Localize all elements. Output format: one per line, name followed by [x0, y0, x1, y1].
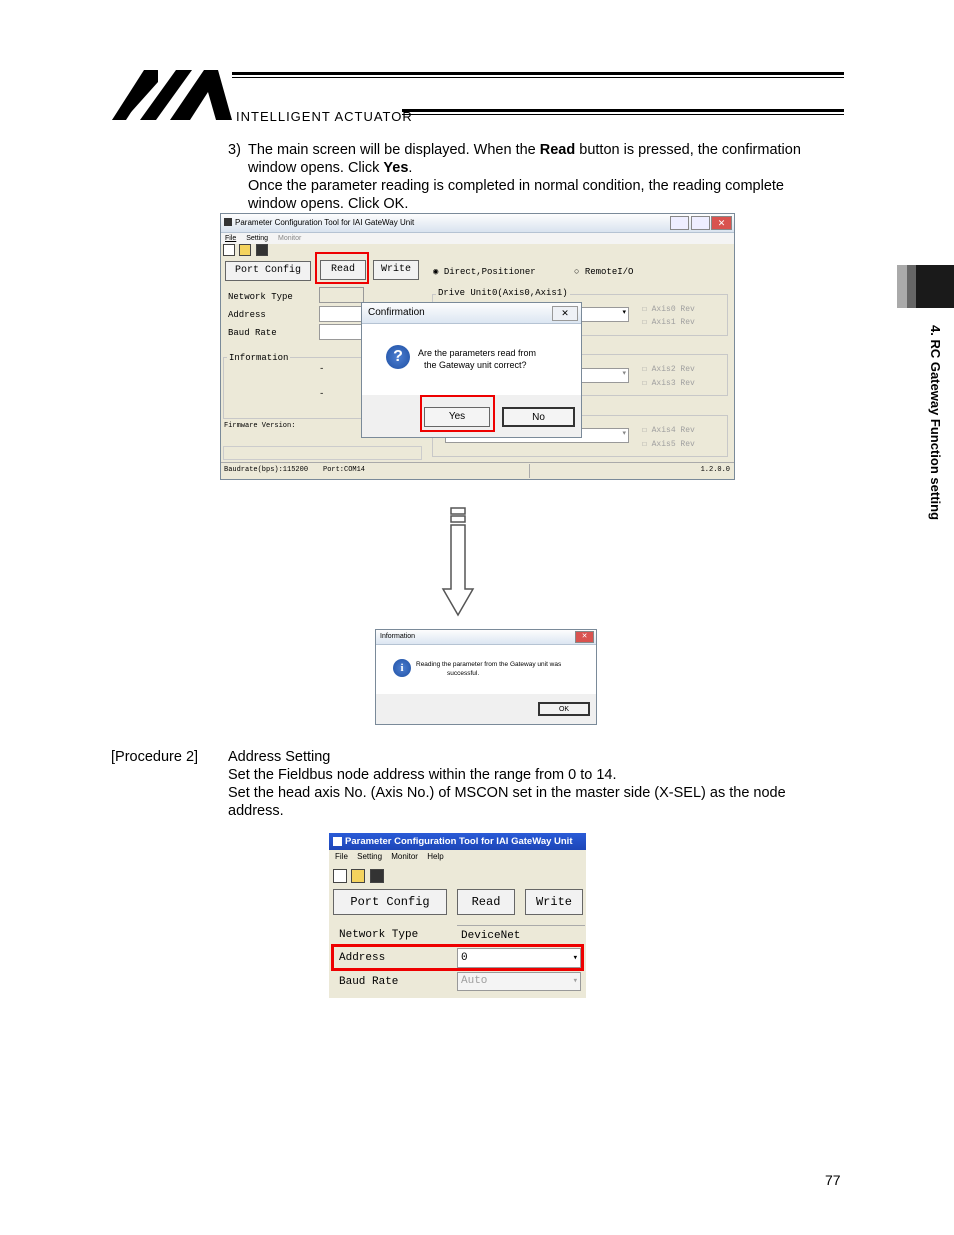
axis4-rev-check[interactable]: ☐ Axis4 Rev	[642, 426, 695, 435]
checkbox-icon: ☐	[642, 365, 652, 374]
checkbox-icon: ☐	[642, 426, 652, 435]
close-icon[interactable]: ✕	[575, 631, 594, 643]
status-port: Port:COM14	[323, 466, 366, 474]
baud-rate-field[interactable]	[319, 324, 364, 340]
information-title-bar	[376, 630, 596, 645]
status-baudrate: Baudrate(bps):115200	[224, 466, 309, 474]
info-value-2: -	[319, 389, 325, 399]
ok-button[interactable]: OK	[538, 702, 590, 716]
address-value: 0	[461, 952, 468, 964]
radio-direct[interactable]: ◉ Direct,Positioner	[433, 267, 536, 277]
drive-unit0-select[interactable]	[581, 307, 629, 322]
axis2-rev-check[interactable]: ☐ Axis2 Rev	[642, 365, 695, 374]
menu-monitor[interactable]: Monitor	[391, 852, 418, 861]
address-label: Address	[228, 310, 266, 320]
firmware-label: Firmware Version:	[224, 422, 296, 430]
procedure2-text: Address Setting Set the Fieldbus node address within the range from 0 to 14. Set the head axis No. (Axis No.) of MSCON set in the master side (X-SEL) as the node address.	[228, 749, 786, 819]
close-button[interactable]: ✕	[711, 216, 732, 230]
port-config-button[interactable]: Port Config	[333, 889, 447, 915]
read-highlight	[315, 252, 369, 284]
question-icon: ?	[386, 345, 410, 369]
header-rule-lower-thin	[402, 114, 844, 115]
open-folder-icon[interactable]	[239, 244, 251, 256]
drive-unit0-label: Drive Unit0(Axis0,Axis1)	[438, 288, 568, 298]
address-label: Address	[339, 952, 386, 964]
chevron-down-icon: ▾	[572, 953, 578, 963]
address-field[interactable]	[319, 306, 364, 322]
chevron-down-icon: ▾	[622, 430, 626, 437]
app-icon	[224, 218, 232, 226]
information-dialog	[375, 629, 597, 725]
radio-unchecked-icon: ○	[574, 267, 585, 277]
axis5-rev-check[interactable]: ☐ Axis5 Rev	[642, 440, 695, 449]
checkbox-icon: ☐	[642, 440, 652, 449]
window-title: Parameter Configuration Tool for IAI GateWay Unit	[235, 218, 415, 227]
new-file-icon[interactable]	[333, 869, 347, 883]
address-screenshot	[329, 833, 586, 998]
step-number: 3)	[228, 142, 241, 158]
chapter-label: 4. RC Gateway Function setting	[928, 325, 943, 521]
baud-rate-select[interactable]	[457, 972, 581, 991]
menu-help[interactable]: Help	[427, 852, 444, 861]
toolbar	[333, 869, 384, 888]
baud-rate-value: Auto	[461, 975, 488, 987]
info-icon: i	[393, 659, 411, 677]
menu-setting[interactable]: Setting	[246, 235, 269, 242]
status-bar	[221, 462, 734, 480]
window-title: Parameter Configuration Tool for IAI GateWay Unit	[345, 836, 573, 847]
network-type-field	[319, 287, 364, 303]
confirmation-dialog	[361, 302, 582, 438]
header-rule-thin	[232, 77, 844, 78]
save-icon[interactable]	[256, 244, 268, 256]
read-button[interactable]: Read	[320, 260, 366, 280]
main-window	[220, 213, 735, 480]
baud-rate-label: Baud Rate	[339, 976, 399, 988]
title-bar	[329, 833, 586, 850]
title-bar	[221, 214, 734, 233]
menu-bar	[221, 233, 734, 244]
iai-logo	[112, 68, 234, 127]
checkbox-icon: ☐	[642, 305, 652, 314]
information-label: Information	[229, 353, 289, 363]
read-button[interactable]: Read	[457, 889, 515, 915]
radio-checked-icon: ◉	[433, 267, 444, 277]
checkbox-icon: ☐	[642, 318, 652, 327]
address-highlight	[331, 944, 584, 971]
confirmation-title: Confirmation	[368, 307, 425, 318]
toolbar	[223, 243, 268, 261]
information-title: Information	[380, 633, 416, 640]
confirmation-title-bar	[362, 303, 581, 324]
drive-unit1-select[interactable]	[581, 368, 629, 383]
chevron-down-icon: ▾	[622, 309, 626, 316]
new-file-icon[interactable]	[223, 244, 235, 256]
yes-highlight	[420, 395, 495, 432]
maximize-button[interactable]	[691, 216, 710, 230]
close-icon[interactable]: ✕	[552, 306, 578, 321]
baud-rate-label: Baud Rate	[228, 328, 277, 338]
firmware-bar	[223, 446, 422, 460]
status-version: 1.2.0.0	[700, 466, 730, 474]
save-icon[interactable]	[370, 869, 384, 883]
chevron-down-icon: ▾	[622, 370, 626, 377]
write-button[interactable]: Write	[525, 889, 583, 915]
network-type-value: DeviceNet	[457, 925, 585, 945]
menu-file[interactable]: File	[335, 852, 348, 861]
radio-remote[interactable]: ○ RemoteI/O	[574, 267, 634, 277]
info-value-1: -	[319, 364, 325, 374]
page-number: 77	[825, 1172, 841, 1188]
network-type-label: Network Type	[339, 929, 419, 941]
brand-name: INTELLIGENT ACTUATOR	[236, 109, 413, 124]
write-button[interactable]: Write	[373, 260, 419, 280]
step3-text: The main screen will be displayed. When the Read button is pressed, the confirmation window opens. Click Yes. Once the parameter reading is completed in normal condition, the reading complete window opens. Click OK.	[248, 142, 801, 212]
yes-button[interactable]: Yes	[424, 407, 490, 427]
open-folder-icon[interactable]	[351, 869, 365, 883]
menu-bar	[329, 850, 586, 864]
menu-monitor[interactable]: Monitor	[277, 235, 302, 242]
chapter-tab	[897, 265, 954, 308]
confirmation-message: Are the parameters read from the Gateway unit correct?	[418, 348, 537, 370]
chevron-down-icon: ▾	[572, 976, 578, 986]
axis0-rev-check[interactable]: ☐ Axis0 Rev	[642, 305, 695, 314]
header-rule-top	[232, 72, 844, 75]
app-icon	[333, 837, 342, 846]
no-button[interactable]: No	[502, 407, 575, 427]
procedure-label: [Procedure 2]	[111, 749, 199, 765]
information-message: Reading the parameter from the Gateway unit was successful.	[416, 661, 562, 677]
checkbox-icon: ☐	[642, 379, 652, 388]
menu-setting[interactable]: Setting	[357, 852, 383, 861]
minimize-button[interactable]	[670, 216, 689, 230]
down-arrow-icon	[440, 505, 476, 619]
network-type-label: Network Type	[228, 292, 293, 302]
axis3-rev-check[interactable]: ☐ Axis3 Rev	[642, 379, 695, 388]
menu-file[interactable]: File	[225, 235, 237, 242]
port-config-button[interactable]: Port Config	[225, 261, 311, 281]
axis1-rev-check[interactable]: ☐ Axis1 Rev	[642, 318, 695, 327]
header-rule-lower	[402, 109, 844, 112]
